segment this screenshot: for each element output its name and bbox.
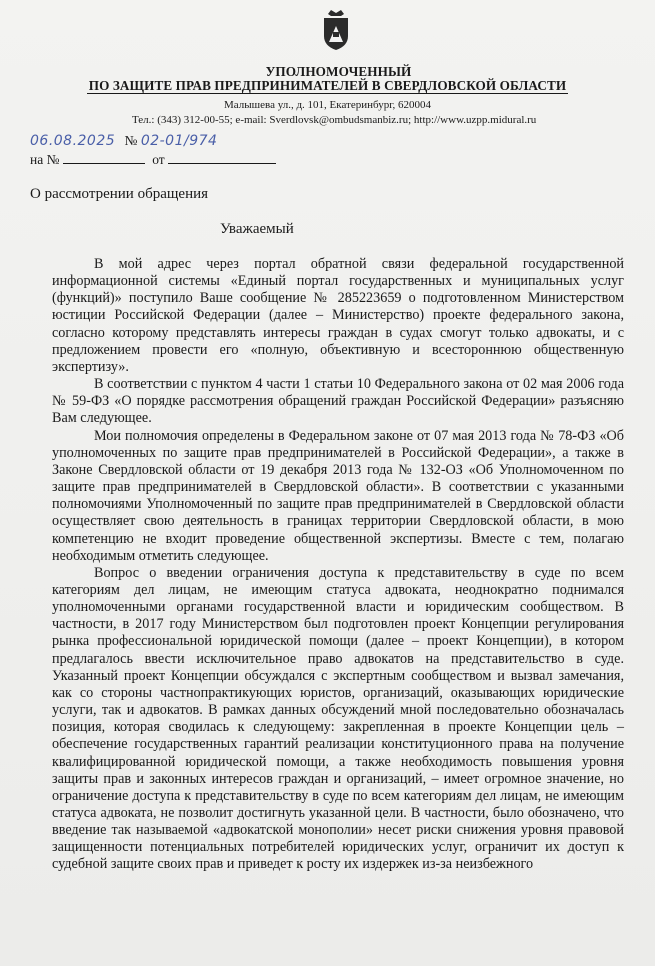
body-paragraph: Мои полномочия определены в Федеральном законе от 07 мая 2013 года № 78-ФЗ «Об уполномоченных по защите прав предпринимателей в Российской Федерации», а также в Законе Свердловской области от 19 декабря 2013 года № 132-ОЗ «Об Уполномоченном по защите прав предпринимателей в Свердловской области». В соответствии с указанными полномочиями Уполномоченный по защите прав предпринимателей в Свердловской области осуществляет свою деятельность в границах территории Свердловской области, в мою компетенцию не входит проведение общественной экспертизы. Вместе с тем, полагаю необходимым отметить следующее. xyxy=(52,427,624,564)
ref-date-label: от xyxy=(152,152,165,167)
coat-of-arms-icon xyxy=(318,8,354,52)
issuer-contacts: Тел.: (343) 312-00-55; e-mail: Sverdlovsk@ombudsmanbiz.ru; http://www.uzpp.midural.ru xyxy=(132,114,537,126)
registration-line xyxy=(30,133,217,149)
ref-number-blank xyxy=(63,151,145,164)
handwritten-number: 02-01/974 xyxy=(140,133,218,149)
issuer-subtitle: ПО ЗАЩИТЕ ПРАВ ПРЕДПРИНИМАТЕЛЕЙ В СВЕРДЛОВСКОЙ ОБЛАСТИ xyxy=(88,78,567,93)
ref-date-blank xyxy=(168,151,276,164)
letter-body xyxy=(52,256,624,874)
issuer-title: УПОЛНОМОЧЕННЫЙ xyxy=(265,64,412,79)
body-paragraph: В соответствии с пунктом 4 части 1 статьи 10 Федерального закона от 02 мая 2006 года № 59-ФЗ «О порядке рассмотрения обращений граждан Российской Федерации» разъясняю Вам следующее. xyxy=(52,376,624,427)
letter-subject: О рассмотрении обращения xyxy=(30,186,209,202)
handwritten-date: 06.08.2025 xyxy=(30,133,116,149)
letter-greeting: Уважаемый xyxy=(220,221,294,237)
reference-line xyxy=(30,151,276,168)
ref-number-label: на № xyxy=(30,152,60,167)
body-paragraph: Вопрос о введении ограничения доступа к представительству в суде по всем категориям дел лицам, не имеющим статуса адвоката, неоднократно поднимался уполномоченными органами государственной власти и юридическим сообществом. В частности, в 2017 году Министерством был подготовлен проект Концепции регулирования рынка профессиональной юридической помощи (далее – проект Концепции), в котором предлагалось ввести исключительное право адвокатов на представительство в суде. Указанный проект Концепции обсуждался с экспертным сообществом и вызвал замечания, как со стороны частнопрактикующих юристов, организаций, оказывающих юридические услуги, так и адвокатов. В рамках данных обсуждений мной последовательно обозначалась позиция, которая сводилась к следующему: закрепленная в проекте Концепции цель – обеспечение государственных гарантий реализации конституционного права на получение квалифицированной юридической помощи, а также необходимость повышения уровня защиты прав и законных интересов граждан и организаций, – имеет огромное значение, но ограничение доступа к представительству в суде по всем категориям дел лицам, не имеющим статуса адвоката, не позволит достигнуть указанной цели. В частности, было обозначено, что введение так называемой «адвокатской монополии» несет риски снижения уровня правовой защищенности потенциальных потребителей юридических услуг, ограничит их доступ к судебной защите своих прав и приведет к росту их издержек из-за неизбежного xyxy=(52,564,624,873)
issuer-address: Малышева ул., д. 101, Екатеринбург, 620004 xyxy=(224,99,431,111)
body-paragraph: В мой адрес через портал обратной связи федеральной государственной информационной системы «Единый портал государственных и муниципальных услуг (функций)» поступило Ваше сообщение № 285223659 о подготовленном Министерством юстиции Российской Федерации (далее – Министерство) проекте федерального закона, согласно которому представлять интересы граждан в судах смогут только адвокаты, и с предложением провести его «полную, объективную и всестороннюю общественную экспертизу». xyxy=(52,256,624,375)
number-label: № xyxy=(124,133,138,148)
